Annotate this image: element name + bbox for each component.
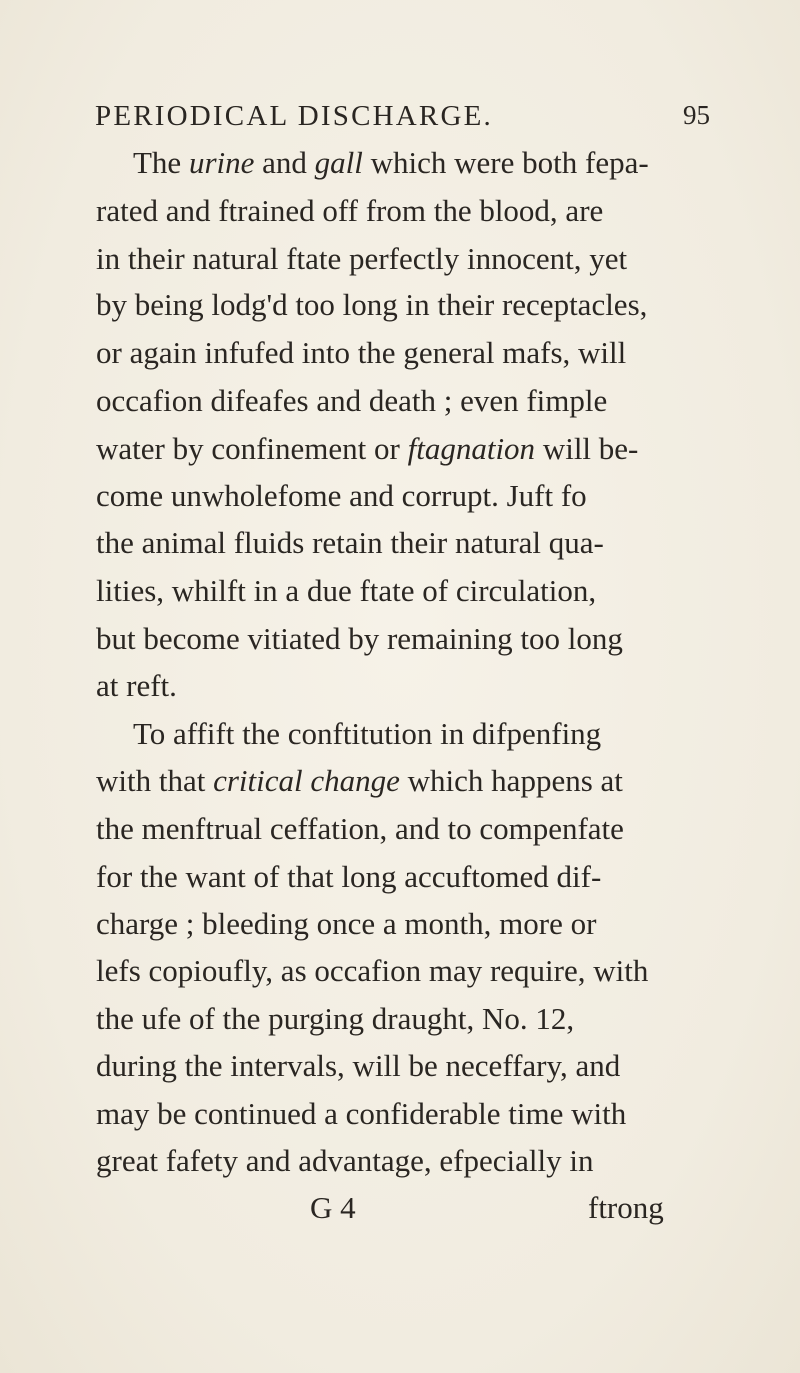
text-line: with that critical change which happens at xyxy=(96,763,623,798)
text-line: or again infufed into the general mafs, will xyxy=(96,335,627,370)
text-line: the menftrual ceffation, and to compenfate xyxy=(96,811,624,846)
text-line: great fafety and advantage, efpecially in xyxy=(96,1143,594,1178)
text-line: during the intervals, will be neceffary, and xyxy=(96,1048,621,1083)
text-line: may be continued a confiderable time with xyxy=(96,1096,627,1131)
text-line: at reft. xyxy=(96,668,177,703)
text-line: but become vitiated by remaining too long xyxy=(96,621,623,656)
text-line: in their natural ftate perfectly innocent, yet xyxy=(96,241,628,276)
running-title: PERIODICAL DISCHARGE. xyxy=(95,100,493,132)
text-line: occafion difeafes and death ; even fimple xyxy=(96,383,608,418)
text-line: lities, whilft in a due ftate of circulation, xyxy=(96,573,597,608)
signature-mark: G 4 xyxy=(310,1190,356,1225)
text-line: lefs copioufly, as occafion may require, with xyxy=(96,953,649,988)
text-line: The urine and gall which were both fepa- xyxy=(133,145,649,180)
text-line: water by confinement or ftagnation will be- xyxy=(96,431,639,466)
text-line: come unwholefome and corrupt. Juft fo xyxy=(96,478,587,513)
catchword: ftrong xyxy=(588,1190,664,1225)
text-line: rated and ftrained off from the blood, are xyxy=(96,193,604,228)
text-line: charge ; bleeding once a month, more or xyxy=(96,906,597,941)
text-line: To affift the conftitution in difpenfing xyxy=(133,716,602,751)
page-number: 95 xyxy=(683,100,710,130)
text-line: the animal fluids retain their natural qua- xyxy=(96,525,604,560)
text-line: by being lodg'd too long in their receptacles, xyxy=(96,287,648,322)
text-line: for the want of that long accuftomed dif- xyxy=(96,859,602,894)
text-line: the ufe of the purging draught, No. 12, xyxy=(96,1001,575,1036)
